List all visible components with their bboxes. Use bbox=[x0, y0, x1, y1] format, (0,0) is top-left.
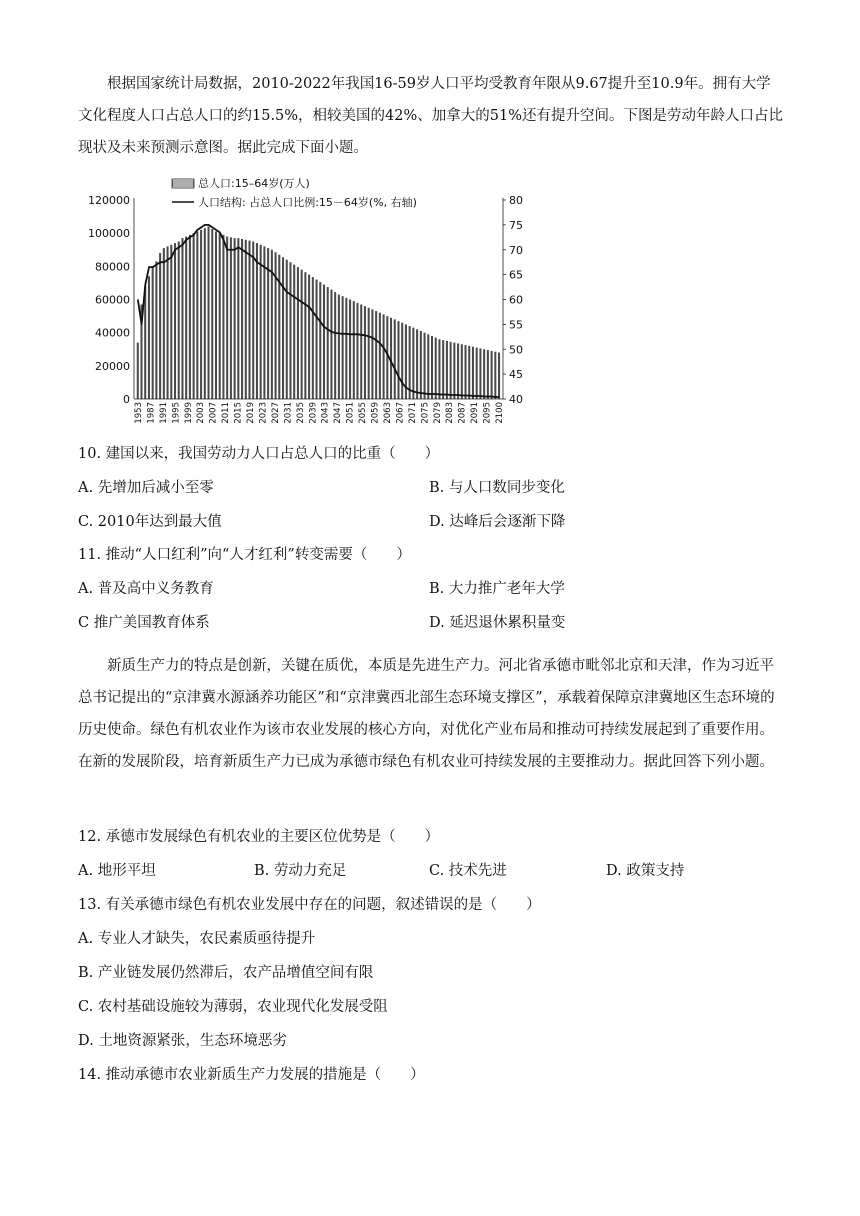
x-tick-label: 1991 bbox=[158, 402, 169, 424]
ratio-line bbox=[138, 225, 499, 397]
y-right-tick-label: 70 bbox=[509, 243, 523, 257]
population-bar bbox=[211, 229, 213, 399]
population-bar bbox=[163, 248, 165, 399]
population-bar bbox=[219, 233, 221, 399]
x-tick-label: 2015 bbox=[233, 402, 244, 424]
population-bar bbox=[148, 276, 150, 399]
population-bar bbox=[424, 333, 426, 399]
q11-option-b[interactable]: B. 大力推广老年大学 bbox=[429, 581, 565, 597]
population-bar bbox=[237, 238, 239, 399]
y-right-tick-label: 60 bbox=[509, 293, 523, 307]
population-bar bbox=[494, 352, 496, 399]
population-bar bbox=[450, 342, 452, 399]
population-bar bbox=[241, 239, 243, 399]
population-bar bbox=[152, 266, 154, 399]
y-right-tick-label: 55 bbox=[509, 318, 523, 332]
legend-bar-label: 总人口:15–64岁(万人) bbox=[198, 177, 310, 190]
x-tick-label: 2051 bbox=[345, 402, 356, 424]
x-tick-label: 2067 bbox=[395, 402, 406, 424]
population-bar bbox=[256, 243, 258, 399]
y-left-tick-label: 0 bbox=[123, 393, 130, 406]
population-bar bbox=[379, 313, 381, 399]
population-bar bbox=[323, 285, 325, 399]
y-left-tick-label: 60000 bbox=[95, 293, 130, 307]
x-axis bbox=[134, 399, 505, 424]
x-tick-label: 1987 bbox=[146, 402, 157, 424]
x-tick-label: 2011 bbox=[221, 402, 232, 424]
population-bar bbox=[275, 252, 277, 399]
intro-passage: 根据国家统计局数据，2010-2022年我国16-59岁人口平均受教育年限从9.67提升至10.9年。拥有大学文化程度人口占总人口的约15.5%，相较美国的42%、加拿大的51%还有提升空间。下图是劳动年龄人口占比现状及未来预测示意图。据此完成下面小题。 bbox=[78, 76, 784, 156]
q10-option-d[interactable]: D. 达峰后会逐渐下降 bbox=[429, 514, 566, 530]
population-bar bbox=[356, 303, 358, 399]
x-tick-label: 2083 bbox=[445, 402, 456, 424]
x-tick-label: 2055 bbox=[358, 402, 369, 424]
q13-option-a[interactable]: A. 专业人才缺失，农民素质亟待提升 bbox=[78, 931, 316, 947]
population-bar bbox=[174, 243, 176, 399]
x-tick-label: 2047 bbox=[333, 402, 344, 424]
population-bar bbox=[181, 238, 183, 399]
population-bar bbox=[345, 298, 347, 399]
population-bar bbox=[453, 343, 455, 399]
population-bar bbox=[431, 336, 433, 399]
question-14-stem: 14. 推动承德市农业新质生产力发展的措施是（ ） bbox=[78, 1067, 425, 1083]
population-bar bbox=[193, 233, 195, 399]
population-bar bbox=[316, 280, 318, 399]
population-bar bbox=[189, 235, 191, 399]
y-left-tick-label: 20000 bbox=[95, 359, 130, 373]
population-bar bbox=[144, 286, 146, 399]
q10-option-b[interactable]: B. 与人口数同步变化 bbox=[429, 480, 565, 496]
population-bar bbox=[476, 348, 478, 399]
population-bar bbox=[155, 261, 157, 399]
y-right-tick-label: 80 bbox=[509, 194, 523, 207]
x-tick-label: 2091 bbox=[470, 402, 481, 424]
line-series-group bbox=[138, 225, 499, 397]
x-tick-label: 2087 bbox=[457, 402, 468, 424]
population-bar bbox=[304, 272, 306, 399]
q12-option-c[interactable]: C. 技术先进 bbox=[429, 863, 507, 879]
population-bar bbox=[461, 344, 463, 399]
population-bar bbox=[465, 345, 467, 399]
question-10-stem: 10. 建国以来，我国劳动力人口占总人口的比重（ ） bbox=[78, 446, 440, 462]
x-tick-label: 2019 bbox=[246, 402, 256, 424]
y-left-tick-label: 120000 bbox=[88, 194, 130, 207]
population-bar bbox=[234, 238, 236, 399]
population-bar bbox=[438, 339, 440, 399]
passage-2: 新质生产力的特点是创新，关键在质优，本质是先进生产力。河北省承德市毗邻北京和天津，作为习近平总书记提出的“京津冀水源涵养功能区”和“京津冀西北部生态环境支撑区”，承载着保障京津冀地区生态环境的历史使命。绿色有机农业作为该市农业发展的核心方向，对优化产业布局和推动可持续发展起到了重要作用。在新的发展阶段，培育新质生产力已成为承德市绿色有机农业可持续发展的主要推动力。据此回答下列小题。 bbox=[78, 658, 775, 770]
population-bar bbox=[222, 235, 224, 399]
population-bar bbox=[338, 295, 340, 399]
population-bar bbox=[178, 241, 180, 399]
population-bar bbox=[196, 232, 198, 399]
population-bar bbox=[394, 319, 396, 399]
x-tick-label: 2071 bbox=[407, 402, 418, 424]
x-tick-label: 2063 bbox=[383, 402, 393, 424]
x-tick-label: 1999 bbox=[183, 402, 194, 424]
x-tick-label: 2100 bbox=[495, 402, 505, 424]
population-bar bbox=[353, 301, 355, 399]
question-11-stem: 11. 推动“人口红利”向“人才红利”转变需要（ ） bbox=[78, 547, 411, 563]
x-tick-label: 2039 bbox=[308, 402, 319, 424]
bar-series bbox=[137, 227, 500, 399]
y-right-axis bbox=[503, 194, 523, 406]
population-bar bbox=[457, 343, 459, 399]
x-tick-label: 2007 bbox=[208, 402, 219, 424]
population-bar bbox=[245, 240, 247, 399]
y-right-tick-label: 45 bbox=[509, 368, 523, 382]
x-tick-label: 2043 bbox=[320, 402, 331, 424]
q12-option-a[interactable]: A. 地形平坦 bbox=[78, 863, 156, 879]
population-bar bbox=[308, 275, 310, 399]
population-bar bbox=[215, 232, 217, 399]
population-bar bbox=[487, 350, 489, 399]
x-tick-label: 1995 bbox=[171, 402, 182, 424]
q11-option-a[interactable]: A. 普及高中义务教育 bbox=[78, 581, 214, 597]
population-bar bbox=[416, 329, 418, 399]
q11-option-c[interactable]: C 推广美国教育体系 bbox=[78, 615, 210, 631]
x-tick-label: 2059 bbox=[370, 402, 381, 424]
x-tick-label: 2075 bbox=[420, 402, 431, 424]
population-bar bbox=[260, 245, 262, 399]
y-left-tick-label: 40000 bbox=[95, 326, 130, 340]
legend bbox=[172, 176, 417, 209]
population-bar bbox=[375, 311, 377, 399]
population-bar bbox=[319, 282, 321, 399]
x-tick-label: 2095 bbox=[482, 402, 493, 424]
population-bar bbox=[334, 292, 336, 399]
population-bar bbox=[301, 270, 303, 399]
population-bar bbox=[427, 334, 429, 399]
population-bar bbox=[342, 296, 344, 399]
x-tick-label: 2023 bbox=[258, 402, 269, 424]
population-bar bbox=[349, 300, 351, 400]
x-tick-label: 2027 bbox=[270, 402, 281, 424]
population-bar bbox=[263, 246, 265, 399]
population-bar bbox=[252, 241, 254, 399]
x-tick-label: 2031 bbox=[283, 402, 294, 424]
population-bar bbox=[442, 340, 444, 399]
population-bar bbox=[420, 331, 422, 399]
population-bar bbox=[159, 253, 161, 399]
population-bar bbox=[293, 265, 295, 399]
population-bar bbox=[204, 228, 206, 399]
population-bar bbox=[208, 227, 210, 399]
q10-option-a[interactable]: A. 先增加后减小至零 bbox=[78, 480, 214, 496]
q13-option-b[interactable]: B. 产业链发展仍然滞后，农产品增值空间有限 bbox=[78, 965, 374, 981]
x-tick-label: 2003 bbox=[196, 402, 207, 424]
y-left-axis bbox=[88, 194, 134, 406]
population-bar bbox=[409, 326, 411, 399]
population-bar bbox=[312, 277, 314, 399]
population-bar bbox=[446, 341, 448, 399]
population-bar bbox=[167, 246, 169, 399]
x-tick-label: 1953 bbox=[134, 402, 144, 424]
y-right-tick-label: 75 bbox=[509, 218, 523, 232]
y-right-tick-label: 40 bbox=[509, 393, 523, 406]
population-bar bbox=[289, 262, 291, 399]
x-tick-label: 2079 bbox=[432, 402, 443, 424]
population-bar bbox=[170, 245, 172, 399]
population-bar bbox=[364, 306, 366, 399]
population-bar bbox=[498, 353, 500, 399]
population-bar bbox=[412, 328, 414, 399]
population-bar bbox=[137, 343, 139, 399]
population-bar bbox=[286, 260, 288, 399]
y-right-tick-label: 65 bbox=[509, 268, 523, 282]
q13-option-d[interactable]: D. 土地资源紧张，生态环境恶劣 bbox=[78, 1033, 287, 1049]
population-bar bbox=[383, 314, 385, 399]
q12-option-d[interactable]: D. 政策支持 bbox=[606, 863, 685, 879]
population-chart bbox=[88, 170, 530, 428]
question-12-stem: 12. 承德市发展绿色有机农业的主要区位优势是（ ） bbox=[78, 829, 440, 845]
population-bar bbox=[282, 257, 284, 399]
population-bar bbox=[230, 237, 232, 399]
question-13-stem: 13. 有关承德市绿色有机农业发展中存在的问题，叙述错误的是（ ） bbox=[78, 897, 541, 913]
population-bar bbox=[401, 323, 403, 399]
population-bar bbox=[371, 309, 373, 399]
x-tick-label: 2035 bbox=[295, 402, 306, 424]
legend-line-label: 人口结构: 占总人口比例:15－64岁(%, 右轴) bbox=[198, 196, 417, 209]
population-bar bbox=[297, 267, 299, 399]
y-right-tick-label: 50 bbox=[509, 343, 523, 357]
population-bar bbox=[226, 236, 228, 399]
population-bar bbox=[327, 287, 329, 399]
population-bar bbox=[185, 236, 187, 399]
population-bar bbox=[200, 230, 202, 399]
population-bar bbox=[468, 346, 470, 399]
y-left-tick-label: 80000 bbox=[95, 260, 130, 274]
q10-option-c[interactable]: C. 2010年达到最大值 bbox=[78, 514, 222, 530]
population-bar bbox=[435, 338, 437, 399]
q13-option-c[interactable]: C. 农村基础设施较为薄弱，农业现代化发展受阻 bbox=[78, 999, 388, 1015]
population-bar bbox=[483, 349, 485, 399]
q12-option-b[interactable]: B. 劳动力充足 bbox=[254, 863, 347, 879]
population-bar bbox=[278, 255, 280, 399]
population-bar bbox=[368, 308, 370, 399]
population-bar bbox=[330, 290, 332, 399]
population-bar bbox=[386, 316, 388, 399]
population-bar bbox=[479, 348, 481, 399]
population-bar bbox=[491, 351, 493, 399]
population-bar bbox=[397, 321, 399, 399]
q11-option-d[interactable]: D. 延迟退休累积量变 bbox=[429, 615, 566, 631]
y-left-tick-label: 100000 bbox=[88, 227, 130, 241]
population-bar bbox=[248, 241, 250, 399]
population-bar bbox=[360, 304, 362, 399]
population-bar bbox=[472, 347, 474, 399]
